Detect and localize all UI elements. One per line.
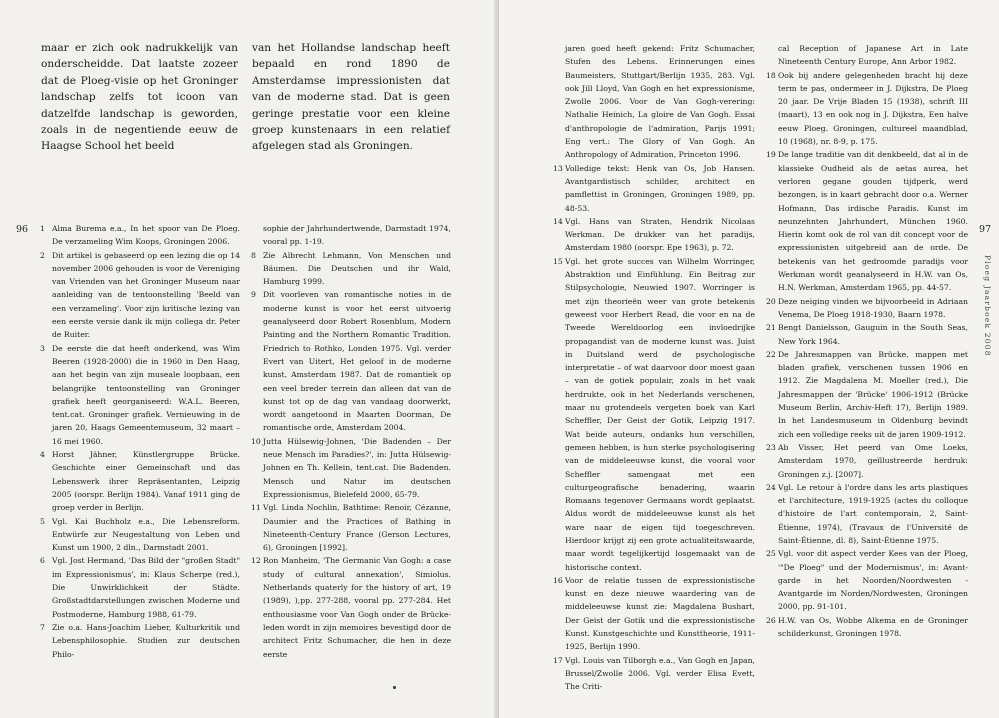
footnote [766, 42, 968, 69]
footnote-number: 11 [251, 503, 261, 513]
footnote-number: 20 [766, 296, 776, 306]
footnote-text: Vgl. Le retour à l'ordre dans les arts plastiques et l'architecture, 1919-1925 (actes du colloque d'histoire de l'art contemporain, 2, Saint-Étienne, 1974), (Travaux de l'Université de Saint-Étienne, dl. 8), Saint-Étienne 1975. [778, 482, 968, 545]
footnote [40, 448, 240, 514]
footnote-text: Bengt Danielsson, Gauguin in the South Seas, New York 1964. [778, 323, 968, 346]
footnote [40, 621, 240, 661]
footnote-text: Vgl. Louis van Tilborgh e.a., Van Gogh en Japan, Brussel/Zwolle 2006. Vgl. verder Elisa Evett, The Criti- [565, 655, 755, 692]
footnote-text: Zie Albrecht Lehmann, Von Menschen und Bäumen. Die Deutschen und ihr Wald, Hamburg 1999. [263, 250, 451, 287]
footnote-number: 6 [40, 556, 45, 566]
footnote [766, 547, 968, 613]
footnote-text: De lange traditie van dit denkbeeld, dat al in de klassieke Oudheid als de aetas aurea, het verloren gegane gouden tijdperk, werd bezongen, is in kaart gebracht door o.a. Werner Hofmann, Das irdische Paradis. Kunst im neunzehnten Jahrhundert, München 1960. Hierin komt ook de rol van dit concept voor de expressionisten uitgebreid aan de orde. De betekenis van het gedroomde paradijs voor Werkman wordt geanalyseerd in H.W. van Os, H.N. Werkman, Amsterdam 1965, pp. 44-57. [778, 150, 968, 293]
footnote-number: 17 [553, 655, 563, 665]
notes-column-1 [553, 42, 755, 694]
footnote-number: 4 [40, 450, 45, 460]
footnote [766, 295, 968, 322]
footnote [766, 348, 968, 441]
footnote-number: 9 [251, 290, 256, 300]
footnote-number: 1 [40, 224, 45, 233]
footnote-text: Horst Jähner, Künstlergruppe Brücke. Geschichte einer Gemeinschaft und das Lebenswerk ihrer Repräsentanten, Leipzig 2005 (oorspr. Berlijn 1984). Vanaf 1911 ging de groep verder in Berlijn. [52, 450, 240, 513]
right-page [499, 0, 999, 718]
footnote-number: 10 [251, 436, 261, 446]
left-page [0, 0, 498, 718]
footnote-number: 26 [766, 615, 776, 625]
footnote [40, 515, 240, 555]
footnote-number: 3 [40, 343, 45, 353]
footnote [251, 288, 451, 434]
footnote [766, 481, 968, 547]
footnote [251, 501, 451, 554]
footnote-text: Vgl. Kai Buchholz e.a., Die Lebensreform. Entwürfe zur Neugestaltung von Leben und Kunst um 1900, 2 dln., Darmstadt 2001. [52, 516, 240, 553]
footnote-text: Alma Burema e.a., In het spoor van De Ploeg. De verzameling Wim Koops, Groningen 2006. [52, 224, 240, 247]
footnote [766, 441, 968, 481]
footnote-number: 8 [251, 250, 256, 260]
footnote-text: cal Reception of Japanese Art in Late Nineteenth Century Europe, Ann Arbor 1982. [778, 44, 968, 67]
footnote-text: De eerste die dat heeft onderkend, was Wim Beeren (1928-2000) die in 1960 in Den Haag, aan het begin van zijn museale loopbaan, een belangrijke tentoonstelling van Groninger grafiek heeft georganiseerd: W.A.L. Beeren, tent.cat. Groninger grafiek. Vernieuwing in de jaren 20, Haags Gemeentemuseum, 32 maart – 16 mei 1960. [52, 343, 240, 446]
footnote-number: 24 [766, 482, 776, 492]
footnote-text: Dit voorleven van romantische noties in de moderne kunst is voor het eerst uitvoerig geanalyseerd door Robert Rosenblum, Modern Painting and the Northern Romantic Tradition. Friedrich to Rothko, Londen 1975. Vgl. verder Evert van Uitert, Het geloof in de moderne kunst, Amsterdam 1987. Dat de romantiek op een veel breder terrein dan alleen dat van de kunst tot op de dag van vandaag doorwerkt, wordt aangetoond in Maarten Doorman, De romantische orde, Amsterdam 2004. [263, 290, 451, 433]
footnote [251, 222, 451, 249]
footnote-number: 23 [766, 442, 776, 452]
footnote [766, 321, 968, 348]
footnote-text: Volledige tekst: Henk van Os, Job Hansen. Avantgardistisch schilder, architect en pamflettist in Groningen, Groningen 1989, pp. 48-53. [565, 163, 755, 213]
footnote-number: 19 [766, 150, 776, 160]
footnote-text: Vgl. Jost Hermand, 'Das Bild der "großen Stadt" im Expressionismus', in: Klaus Scherpe (red.), Die Unwirklichkeit der Städte. Großstadtdarstellungen zwischen Moderne und Postmoderne, Hamburg 1988, 61-79. [52, 556, 240, 619]
footnote-text: Ab Visser, Het peerd van Ome Loeks, Amsterdam 1970, geïllustreerde herdruk: Groningen z.j. [2007]. [778, 442, 968, 479]
footnote [251, 554, 451, 660]
footnote-text: Deze neiging vinden we bijvoorbeeld in Adriaan Venema, De Ploeg 1918-1930, Baarn 1978. [778, 296, 968, 319]
body-paragraph: van het Hollandse landschap heeft bepaald en rond 1890 de Amsterdamse impressionisten dat van de moderne stad. Dat is geen geringe prestatie voor een kleine groep kunstenaars in een relatief afgelegen stad als Groningen. [252, 42, 450, 153]
footnote-number: 5 [40, 516, 45, 526]
body-paragraph: maar er zich ook nadrukkelijk van onderscheidde. Dat laatste zozeer dat de Ploeg-visie op het Groninger landschap zelfs tot icoon van datzelfde landschap is geworden, zoals in de negentiende eeuw de Haagse School het beeld [41, 42, 238, 153]
footnote-text: Ron Manheim, 'The Germanic Van Gogh: a case study of cultural annexation', Simiolus. Netherlands quaterly for the history of art, 19 (1989), ),pp. 277-288, vooral pp. 277-284. Het enthousiasme voor Van Gogh onder de Brücke-leden wordt in zijn memoires bevestigd door de architect Fritz Schumacher, die hen in deze eerste [263, 556, 451, 659]
footnote-text: Voor de relatie tussen de expressionistische kunst en deze nieuwe waardering van de middeleeuwse kunst zie: Magdalena Bushart, Der Geist der Gotik und die expressionistische Kunst. Kunstgeschichte und Kunsttheorie, 1911-1925, Berlijn 1990. [565, 575, 755, 652]
footnote-text: Jutta Hülsewig-Johnen, 'Die Badenden – Der neue Mensch im Paradies?', in: Jutta Hülsewig-Johnen en Th. Kellein, tent.cat. Die Badenden. Mensch und Natur im deutschen Expressionismus, Bielefeld 2000, 65-79. [263, 436, 451, 499]
footnote [766, 148, 968, 294]
footnote [766, 69, 968, 149]
footnote-text: Ook bij andere gelegenheden bracht hij deze term te pas, ondermeer in J. Dijkstra, De Ploeg 20 jaar. De Vrije Bladen 15 (1938), schrift III (maart), 13 en ook nog in J. Dijkstra, Een halve eeuw Ploeg. Groningen, cultureel maandblad, 10 (1968), nr. 8-9, p. 175. [778, 70, 968, 147]
footnote [553, 162, 755, 215]
running-head: Ploeg Jaarboek 2008 [983, 255, 992, 357]
footnote [40, 342, 240, 448]
notes-column-2 [251, 222, 451, 661]
footnote [553, 574, 755, 654]
footnote-text: jaren goed heeft gekend: Fritz Schumacher, Stufen des Lebens. Erinnerungen eines Baumeisters, Stuttgart/Berlijn 1935, 283. Vgl. ook Jill Lloyd, Van Gogh en het expressionisme, Zwolle 2006. Voor de Van Gogh-verering: Nathalie Heinich, La gloire de Van Gogh. Essai d'anthropologie de l'admiration, Parijs 1991; Eng vert.: The Glory of Van Gogh. An Anthropology of Admiration, Princeton 1996. [565, 44, 755, 160]
footnote [251, 249, 451, 289]
page-number-left: 96 [16, 224, 29, 235]
footnote-number: 2 [40, 250, 45, 260]
footnote-text: Vgl. voor dit aspect verder Kees van der Ploeg, '"De Ploeg" und der Modernismus', in: Avant-garde in het Noorden/Noordwesten - Avantgarde im Norden/Nordwesten, Groningen 2000, pp. 91-101. [778, 549, 968, 612]
footnote-text: Vgl. het grote succes van Wilhelm Worringer, Abstraktion und Einfühlung. Ein Beitrag zur Stilpsychologie, Neuwied 1907. Worringer is met zijn theorieën weer van grote betekenis geweest voor Herbert Read, die voor en na de Tweede Wereldoorlog een invloedrijke propagandist van de moderne kunst was. Juist in Duitsland werd de psychologische interpretatie – of wat daarvoor door moest gaan – van de gotiek populair, zoals in het vaak herdrukte, ook in het Nederlands verschenen, maar nu grotendeels vergeten boek van Karl Scheffler, Der Geist der Gotik, Leipzig 1917. Wat beide auteurs, ondanks hun verschillen, gemeen hebben, is hun sterke psychologisering van de middeleeuwse kunst, die vooral voor Scheffler samengaat met een culturgeografische benadering, waarin Romaans tegenover Germaans wordt geplaatst. Aldus wordt de middeleeuwse kunst als het ware naar de eigen tijd toegeschreven. Hierdoor krijgt zij een grote actualiteitswaarde, maar wordt tegelijkertijd losgemaakt van de historische context. [565, 256, 755, 572]
page-mark [393, 686, 396, 689]
footnote [553, 42, 755, 162]
footnote-text: sophie der Jahrhundertwende, Darmstadt 1974, vooral pp. 1-19. [263, 224, 451, 247]
footnote-number: 21 [766, 323, 776, 333]
footnote-number: 25 [766, 549, 776, 559]
footnote-number: 18 [766, 70, 776, 80]
page-number-right: 97 [979, 224, 992, 235]
footnote-text: Zie o.a. Hans-Joachim Lieber, Kulturkritik und Lebensphilosophie. Studien zur deutschen Philo- [52, 622, 240, 659]
footnote [553, 255, 755, 574]
footnote-number: 12 [251, 556, 261, 566]
footnote [553, 215, 755, 255]
footnote [40, 222, 240, 249]
footnote [40, 249, 240, 342]
footnote-text: H.W. van Os, Wobbe Alkema en de Groninger schilderkunst, Groningen 1978. [778, 615, 968, 639]
notes-column-1 [40, 222, 240, 661]
footnote-text: Dit artikel is gebaseerd op een lezing die op 14 november 2006 gehouden is voor de Vereniging van Vrienden van het Groninger Museum naar aanleiding van de tentoonstelling 'Beeld van een verzameling'. Voor zijn kritische lezing van een eerste versie dank ik mijn collega dr. Peter de Ruiter. [52, 250, 240, 340]
footnote-number: 13 [553, 163, 563, 173]
notes-column-2 [766, 42, 968, 640]
footnote-text: De Jahresmappen van Brücke, mappen met bladen grafiek, verschenen tussen 1906 en 1912. Zie Magdalena M. Moeller (red.), Die Jahresmappen der 'Brücke' 1906-1912 (Brücke Museum Berlin, Archiv-Heft 17), Berlijn 1989. In het Landesmuseum in Oldenburg bevindt zich een volledige reeks uit de jaren 1909-1912. [778, 349, 968, 439]
body-column-2 [252, 40, 450, 155]
footnote [766, 614, 968, 641]
body-column-1 [41, 40, 238, 155]
footnote-number: 22 [766, 349, 776, 359]
footnote-number: 15 [553, 256, 563, 266]
footnote-text: Vgl. Linda Nochlin, Bathtime: Renoir, Cézanne, Daumier and the Practices of Bathing in Nineteenth-Century France (Gerson Lectures, 6), Groningen [1992]. [263, 503, 451, 553]
footnote [553, 654, 755, 694]
footnote [251, 435, 451, 501]
footnote-number: 7 [40, 622, 45, 632]
footnote-number: 16 [553, 575, 563, 585]
footnote [40, 554, 240, 620]
footnote-text: Vgl. Hans van Straten, Hendrik Nicolaas Werkman. De drukker van het paradijs, Amsterdam 1980 (oorspr. Epe 1963), p. 72. [565, 216, 755, 253]
footnote-number: 14 [553, 216, 563, 226]
